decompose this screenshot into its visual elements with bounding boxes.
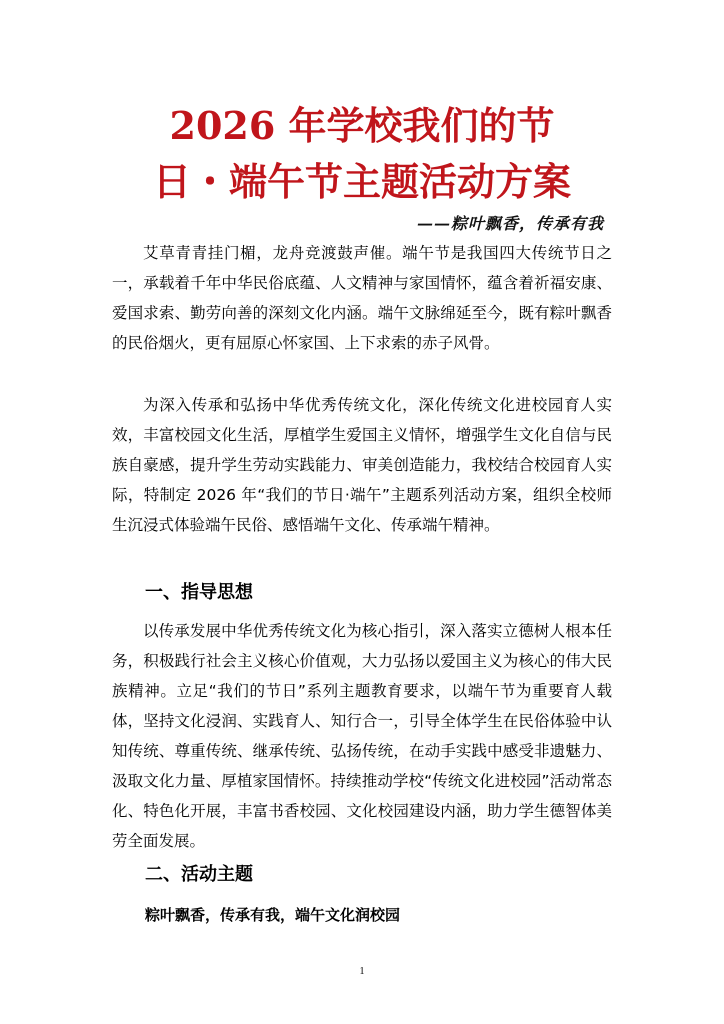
intro-paragraph-2: 为深入传承和弘扬中华优秀传统文化，深化传统文化进校园育人实效，丰富校园文化生活，厚植学生爱国主义情怀，增强学生文化自信与民族自豪感，提升学生劳动实践能力、审美创造能力，我校结合校园育人实际，特制定 2026 年“我们的节日·端午”主题系列活动方案，组织全校师生沉浸式体验端午民俗、感悟端午文化、传承端午精神。 <box>112 396 612 534</box>
activity-theme-text: 粽叶飘香，传承有我，端午文化润校园 <box>145 906 401 924</box>
subtitle: ——粽叶飘香，传承有我 <box>416 214 604 233</box>
title-line-2: 日・端午节主题活动方案 <box>152 159 571 204</box>
guiding-thought-paragraph: 以传承发展中华优秀传统文化为核心指引，深入落实立德树人根本任务，积极践行社会主义核心价值观，大力弘扬以爱国主义为核心的伟大民族精神。立足“我们的节日”系列主题教育要求，以端午节为重要育人载体，坚持文化浸润、实践育人、知行合一，引导全体学生在民俗体验中认知传统、尊重传统、继承传统、弘扬传统，在动手实践中感受非遗魅力、汲取文化力量、厚植家国情怀。持续推动学校“传统文化进校园”活动常态化、特色化开展，丰富书香校园、文化校园建设内涵，助力学生德智体美劳全面发展。 <box>112 622 612 850</box>
intro-paragraph-1: 艾草青青挂门楣，龙舟竞渡鼓声催。端午节是我国四大传统节日之一，承载着千年中华民俗底蕴、人文精神与家国情怀，蕴含着祈福安康、爱国求索、勤劳向善的深刻文化内涵。端午文脉绵延至今，既有粽叶飘香的民俗烟火，更有屈原心怀家国、上下求索的赤子风骨。 <box>112 244 612 352</box>
title-line-1: 2026 年学校我们的节 <box>169 103 555 148</box>
page-number: 1 <box>359 966 365 977</box>
section-heading-activity-theme: 二、活动主题 <box>145 864 253 885</box>
section-heading-guiding-thought: 一、指导思想 <box>145 582 253 603</box>
